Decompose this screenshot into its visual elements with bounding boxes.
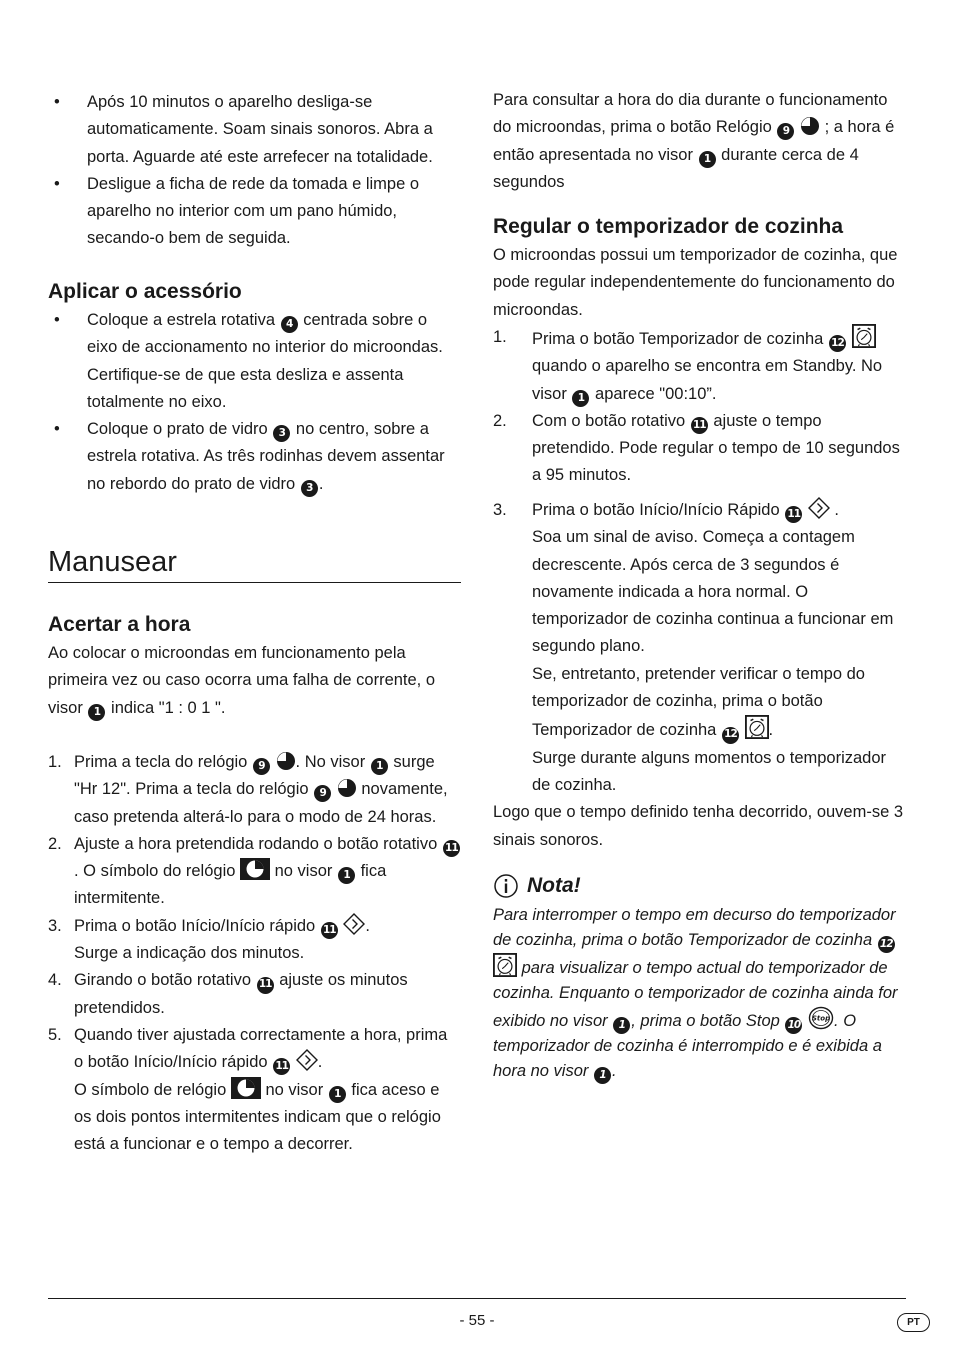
part-number-badge: 11 [257, 977, 274, 994]
start-diamond-icon [296, 1049, 318, 1071]
part-number-badge: 11 [691, 417, 708, 434]
info-icon [493, 873, 519, 899]
heading-accessory: Aplicar o acessório [48, 280, 242, 303]
list-item: • Desligue a ficha de rede da tomada e limpe o aparelho no interior com um pano húmido, secando-o bem de seguida. [48, 171, 461, 253]
part-number-badge: 1 [88, 704, 105, 721]
heading-clock: Acertar a hora [48, 613, 191, 636]
part-number-badge: 12 [722, 727, 739, 744]
heading-timer: Regular o temporizador de cozinha [493, 215, 844, 238]
part-number-badge: 1 [572, 390, 589, 407]
clock-symbol-icon [231, 1077, 261, 1099]
step-item: 2. Ajuste a hora pretendida rodando o botão rotativo 11. O símbolo do relógio no visor 1 fica intermitente. [48, 831, 461, 913]
part-number-badge: 9 [253, 758, 270, 775]
clock-symbol-icon [240, 858, 270, 880]
part-number-badge: 12 [878, 936, 895, 953]
time-display-info: Para consultar a hora do dia durante o funcionamento do microondas, prima o botão Relógio 9 ; a hora é então apresentada no visor 1 durante cerca de 4 segundos [493, 91, 895, 191]
part-number-badge: 10 [785, 1017, 802, 1034]
part-number-badge: 11 [321, 922, 338, 939]
note-box [493, 873, 905, 1084]
bullet-list-top [48, 89, 461, 253]
step-item: 3. Prima o botão Início/Início Rápido 11 . Soa um sinal de aviso. Começa a contagem decrescente. Após cerca de 3 segundos é novamente indicada a hora normal. O temporizador de cozinha continua a funcionar em segundo plano. Se, entretanto, pretender verificar o tempo do temporizador de cozinha, prima o botão Temporizador de cozinha 12 . Surge durante alguns momentos o temporizador de cozinha. [493, 497, 905, 799]
part-number-badge: 11 [443, 840, 460, 857]
kitchen-timer-icon [493, 953, 517, 977]
note-body: Para interromper o tempo em decurso do temporizador de cozinha, prima o botão Temporizador de cozinha 12 para visualizar o tempo actual do temporizador de cozinha. Enquanto o temporizador de cozinha ainda for exibido no visor 1 , prima o botão Stop 10 Stop . O temporizador de cozinha é interrompido e é exibida a hora no visor 1 . [493, 903, 905, 1084]
clock-pie-icon [276, 751, 296, 771]
step-item: 2. Com o botão rotativo 11 ajuste o tempo pretendido. Pode regular o tempo de 10 segundos a 95 minutos. [493, 411, 900, 485]
part-number-badge: 9 [777, 123, 794, 140]
step-item: 4. Girando o botão rotativo 11 ajuste os minutos pretendidos. [48, 971, 408, 1017]
timer-finished-text: Logo que o tempo definido tenha decorrido, ouvem-se 3 sinais sonoros. [493, 803, 904, 849]
list-item: • Coloque o prato de vidro 3 no centro, sobre a estrela rotativa. As três rodinhas devem assentar no rebordo do prato de vidro 3 . [48, 416, 461, 498]
section-title: Manusear [48, 546, 177, 578]
timer-step-3 [493, 497, 905, 854]
start-diamond-icon [343, 913, 365, 935]
part-number-badge: 11 [273, 1058, 290, 1075]
kitchen-timer-icon [852, 324, 876, 348]
section-divider [48, 582, 461, 583]
step-item: 1. Prima o botão Temporizador de cozinha 12 quando o aparelho se encontra em Standby. No visor 1 aparece "00:10”. [493, 324, 905, 408]
list-item: • Coloque a estrela rotativa 4 centrada sobre o eixo de accionamento no interior do microondas. Certifique-se de que esta desliza e assenta totalmente no eixo. [48, 307, 461, 416]
part-number-badge: 1 [329, 1086, 346, 1103]
timer-intro: O microondas possui um temporizador de cozinha, que pode regular independentemente do funcionamento do microondas. [493, 246, 898, 319]
svg-text:Stop: Stop [811, 1014, 831, 1023]
stop-button-icon [808, 1006, 834, 1030]
part-number-badge: 3 [301, 480, 318, 497]
clock-intro: Ao colocar o microondas em funcionamento pela primeira vez ou caso ocorra uma falha de corrente, o visor 1 indica "1 : 0 1 ". [48, 640, 461, 722]
list-item: • Após 10 minutos o aparelho desliga-se automaticamente. Soam sinais sonoros. Abra a porta. Aguarde até este arrefecer na totalidade. [48, 89, 461, 171]
part-number-badge: 4 [281, 316, 298, 333]
part-number-badge: 1 [338, 867, 355, 884]
language-badge: PT [897, 1313, 930, 1332]
part-number-badge: 1 [613, 1017, 630, 1034]
kitchen-timer-icon [745, 715, 769, 739]
step-item: 3. Prima o botão Início/Início rápido 11 . Surge a indicação dos minutos. [48, 913, 461, 968]
part-number-badge: 11 [785, 506, 802, 523]
step-item: 5. Quando tiver ajustada correctamente a hora, prima o botão Início/Início rápido 11 . O símbolo de relógio no visor 1 fica aceso e os dois pontos intermitentes indicam que o relógio está a funcionar e o tempo a decorrer. [48, 1025, 448, 1154]
start-diamond-icon [808, 497, 830, 519]
clock-pie-icon [337, 778, 357, 798]
part-number-badge: 1 [594, 1067, 611, 1084]
clock-steps [48, 749, 461, 1158]
page-number: - 55 - [459, 1312, 495, 1329]
footer-divider [48, 1298, 906, 1299]
part-number-badge: 1 [371, 758, 388, 775]
part-number-badge: 12 [829, 335, 846, 352]
clock-pie-icon [800, 116, 820, 136]
part-number-badge: 1 [699, 151, 716, 168]
timer-steps-1-2 [493, 324, 905, 490]
part-number-badge: 9 [314, 785, 331, 802]
part-number-badge: 3 [273, 425, 290, 442]
step-item: 1. Prima a tecla do relógio 9 . No visor 1 surge "Hr 12". Prima a tecla do relógio 9 novamente, caso pretenda alterá-lo para o modo de 24 horas. [48, 753, 448, 826]
note-title: Nota! [527, 874, 581, 897]
accessory-list [48, 307, 461, 498]
